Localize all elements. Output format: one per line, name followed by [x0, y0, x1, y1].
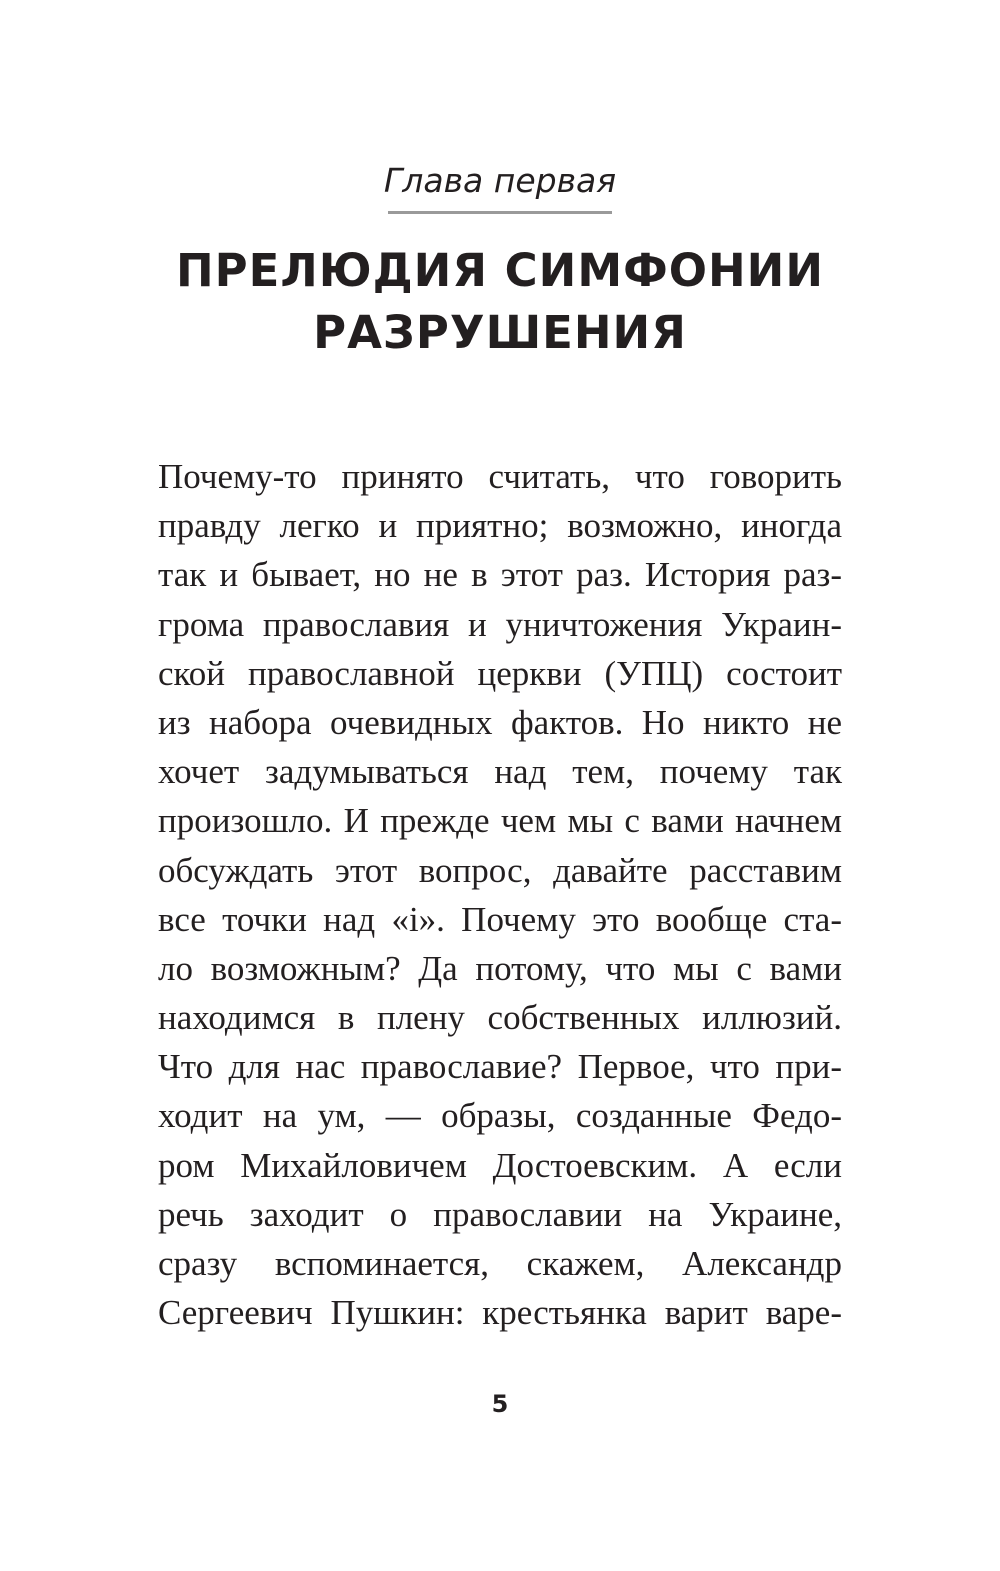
text-line: находимся в плену собственных иллюзий. [158, 998, 842, 1038]
text-line: ло возможным? Да потому, что мы с вами [158, 948, 842, 988]
text-line: из набора очевидных фактов. Но никто не [158, 702, 842, 742]
text-line: Почему-то принято считать, что говорить [158, 457, 842, 496]
chapter-title [0, 240, 1000, 364]
text-line: так и бывает, но не в этот раз. История раз- [158, 555, 842, 595]
text-line: сразу вспоминается, скажем, Александр [158, 1244, 842, 1283]
text-line: ром Михайловичем Достоевским. А если [158, 1145, 842, 1185]
text-line: грома православия и уничтожения Украин- [158, 604, 842, 644]
text-line: хочет задумываться над тем, почему так [158, 752, 842, 792]
text-line: Что для нас православие? Первое, что при- [158, 1047, 842, 1087]
chapter-title-line: ПРЕЛЮДИЯ СИМФОНИИ [176, 244, 824, 297]
chapter-title-line: РАЗРУШЕНИЯ [313, 306, 687, 359]
chapter-label: Глава первая [383, 161, 617, 200]
text-line: обсуждать этот вопрос, давайте расставим [158, 850, 842, 890]
page-number: 5 [491, 1390, 509, 1418]
text-line: речь заходит о православии на Украине, [158, 1194, 842, 1234]
text-line: правду легко и приятно; возможно, иногда [158, 506, 842, 546]
text-line: все точки над «i». Почему это вообще ста- [158, 899, 842, 939]
body-paragraph [158, 452, 842, 1337]
text-line: ходит на ум, — образы, созданные Федо- [158, 1096, 842, 1136]
text-line: Сергеевич Пушкин: крестьянка варит варе- [158, 1293, 842, 1333]
text-line: произошло. И прежде чем мы с вами начнем [158, 801, 842, 841]
chapter-divider [388, 211, 612, 214]
text-line: ской православной церкви (УПЦ) состоит [158, 653, 842, 693]
